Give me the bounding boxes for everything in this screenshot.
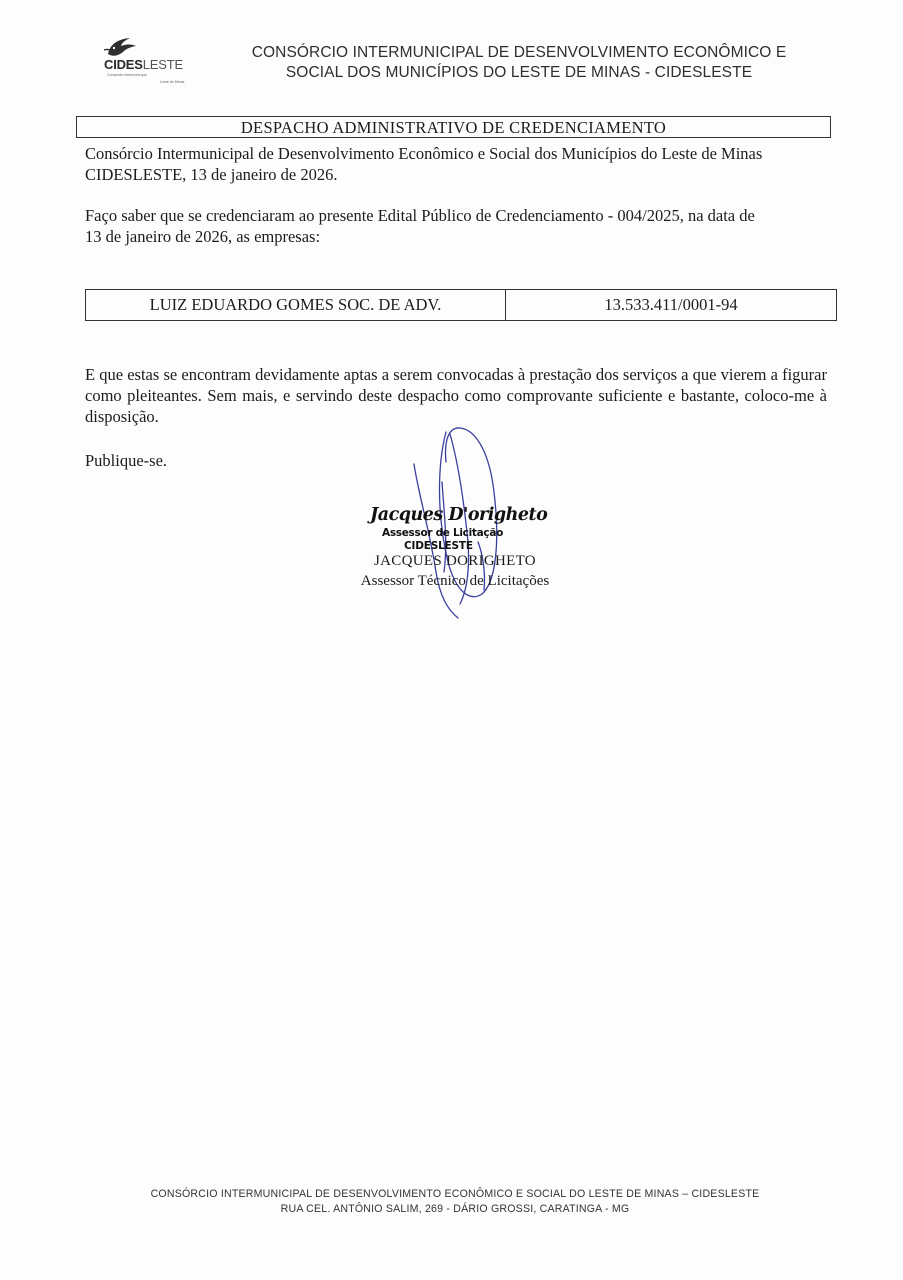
publish-statement: Publique-se. [85, 451, 168, 470]
logo-wordmark: CIDESLESTE [104, 57, 183, 72]
closing-paragraph: E que estas se encontram devidamente aptas a serem convocadas à prestação dos serviços a que vierem a figurar como pleiteantes. Sem mais, e servindo deste despacho como comprovante suficiente e bastante, coloco-me à disposição. [85, 365, 827, 426]
letterhead-title-line: SOCIAL DOS MUNICÍPIOS DO LESTE DE MINAS - CIDESLESTE [285, 64, 753, 81]
document-title: DESPACHO ADMINISTRATIVO DE CREDENCIAMENTO [76, 116, 831, 138]
signature-stamp-org: CIDESLESTE [404, 540, 473, 552]
footer-line: RUA CEL. ANTÔNIO SALIM, 269 - DÁRIO GROSSI, CARATINGA - MG [280, 1203, 630, 1215]
logo-tagline-region: Leste de Minas [160, 80, 185, 84]
company-cnpj-cell: 13.533.411/0001-94 [604, 295, 738, 314]
page-footer [110, 1187, 800, 1217]
notice-paragraph [85, 205, 827, 247]
signature-stamp-role: Assessor de Licitação [382, 527, 504, 539]
intro-paragraph [85, 143, 827, 185]
footer-line: CONSÓRCIO INTERMUNICIPAL DE DESENVOLVIMENTO ECONÔMICO E SOCIAL DO LESTE DE MINAS – CIDESLESTE [150, 1188, 760, 1200]
letterhead-title [222, 43, 816, 83]
company-name-cell: LUIZ EDUARDO GOMES SOC. DE ADV. [86, 290, 506, 320]
notice-line: Faço saber que se credenciaram ao presente Edital Público de Credenciamento - 004/2025, na data de [85, 206, 755, 225]
signer-name: JACQUES DORIGHETO [374, 553, 536, 569]
cidesleste-logo [100, 34, 200, 90]
signature-stamp-name: Jacques D'origheto [370, 505, 548, 525]
intro-line: CIDESLESTE, 13 de janeiro de 2026. [85, 165, 338, 184]
signer-title: Assessor Técnico de Licitações [360, 573, 550, 589]
notice-line: 13 de janeiro de 2026, as empresas: [85, 227, 321, 246]
intro-line: Consórcio Intermunicipal de Desenvolvimento Econômico e Social dos Municípios do Leste de Minas [85, 144, 763, 163]
logo-tagline: Consórcio Intermunicipal [107, 73, 147, 77]
letterhead-title-line: CONSÓRCIO INTERMUNICIPAL DE DESENVOLVIMENTO ECONÔMICO E [251, 44, 787, 61]
companies-table-row [85, 289, 837, 321]
